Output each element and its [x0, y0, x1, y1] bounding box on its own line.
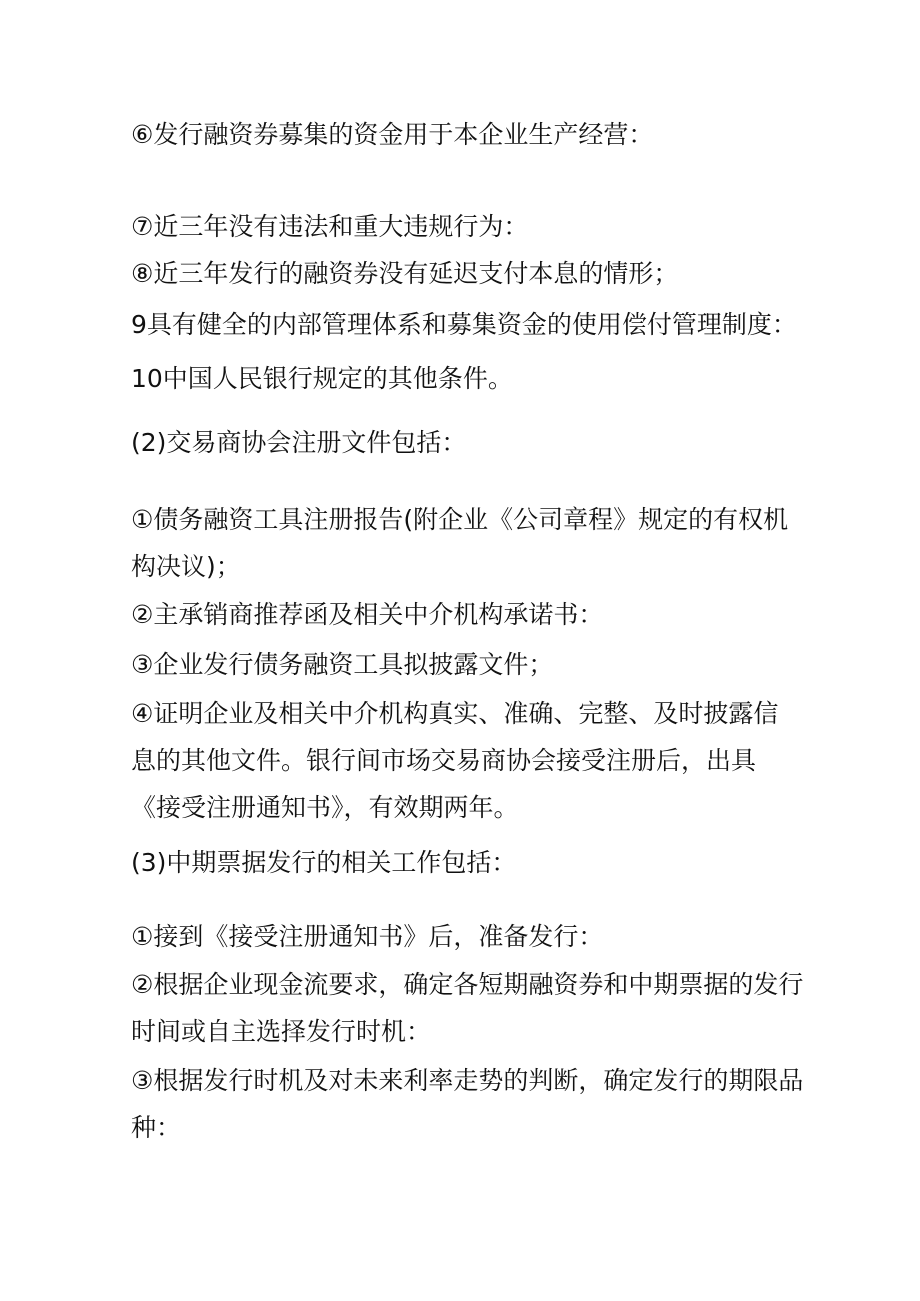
text-line-reg-1b: 构决议)； [131, 552, 241, 581]
text-line-item-6: ⑥发行融资券募集的资金用于本企业生产经营： [131, 120, 654, 149]
text-line-reg-1a: ①债务融资工具注册报告(附企业《公司章程》规定的有权机 [131, 505, 789, 534]
text-line-issue-3b: 种： [131, 1113, 182, 1142]
text-line-item-9: 9具有健全的内部管理体系和募集资金的使用偿付管理制度： [131, 310, 797, 339]
section-heading-3: (3)中期票据发行的相关工作包括： [131, 848, 517, 877]
text-line-reg-2: ②主承销商推荐函及相关中介机构承诺书： [131, 600, 604, 629]
text-line-issue-3a: ③根据发行时机及对未来利率走势的判断，确定发行的期限品 [131, 1066, 804, 1095]
section-heading-2: (2)交易商协会注册文件包括： [131, 428, 467, 457]
text-line-reg-4b: 息的其他文件。银行间市场交易商协会接受注册后，出具 [131, 746, 757, 775]
text-line-reg-4c: 《接受注册通知书》，有效期两年。 [131, 793, 519, 822]
text-line-reg-3: ③企业发行债务融资工具拟披露文件； [131, 650, 554, 679]
text-line-item-10: 10中国人民银行规定的其他条件。 [131, 364, 513, 393]
text-line-issue-2b: 时间或自主选择发行时机： [131, 1017, 432, 1046]
text-line-item-8: ⑧近三年发行的融资券没有延迟支付本息的情形； [131, 259, 679, 288]
text-line-issue-1: ①接到《接受注册通知书》后，准备发行： [131, 922, 604, 951]
text-line-reg-4a: ④证明企业及相关中介机构真实、准确、完整、及时披露信 [131, 699, 779, 728]
text-line-item-7: ⑦近三年没有违法和重大违规行为： [131, 212, 529, 241]
text-line-issue-2a: ②根据企业现金流要求，确定各短期融资券和中期票据的发行 [131, 970, 804, 999]
